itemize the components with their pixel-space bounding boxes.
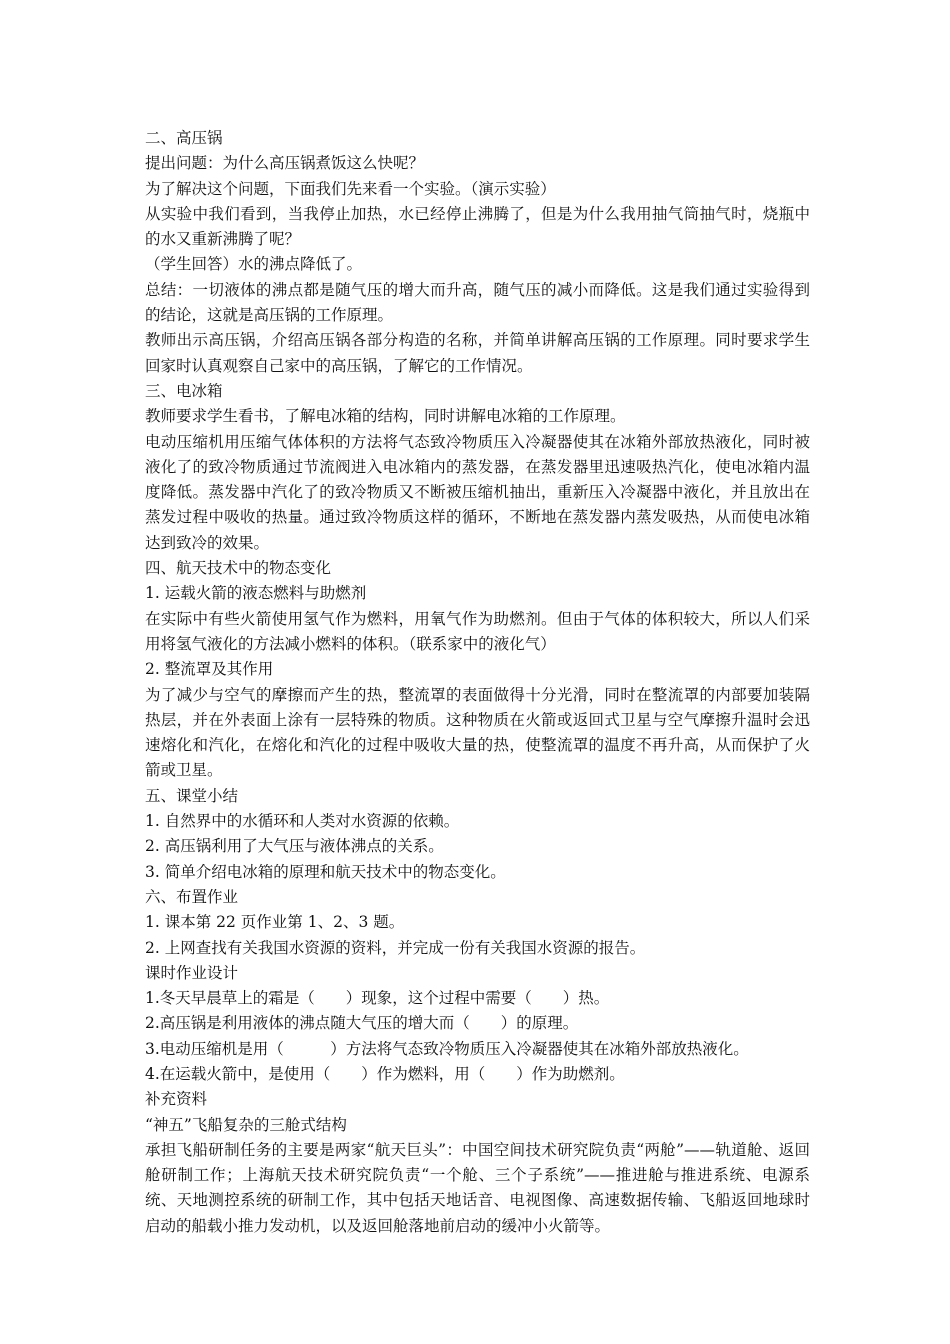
exercise-item: 3.电动压缩机是用（ ）方法将气态致冷物质压入冷凝器使其在冰箱外部放热液化。 — [145, 1039, 749, 1058]
paragraph-summary: 总结：一切液体的沸点都是随气压的增大而升高，随气压的减小而降低。这是我们通过实验得到的结论，这就是高压锅的工作原理。 — [145, 280, 810, 325]
list-item: 3. 简单介绍电冰箱的原理和航天技术中的物态变化。 — [145, 862, 506, 881]
exercise-item: 2.高压锅是利用液体的沸点随大气压的增大而（ ）的原理。 — [145, 1014, 579, 1033]
paragraph-shenwu: 承担飞船研制任务的主要是两家“航天巨头”：中国空间技术研究院负责“两舱”——轨道舱、返回舱研制工作；上海航天技术研究院负责“一个舱、三个子系统”——推进舱与推进系统、电源系统、天地测控系统的研制工作，其中包括天地话音、电视图像、高速数据传输、飞船返回地球时启动的船载小推力发动机，以及返回舱落地前启动的缓冲小火箭等。 — [145, 1140, 810, 1235]
heading-exercise-design: 课时作业设计 — [145, 963, 239, 982]
heading-homework: 六、布置作业 — [145, 887, 239, 906]
list-item: 2. 高压锅利用了大气压与液体沸点的关系。 — [145, 837, 444, 856]
subheading-fairing: 2. 整流罩及其作用 — [145, 660, 274, 679]
paragraph-refrigerator-intro: 教师要求学生看书，了解电冰箱的结构，同时讲解电冰箱的工作原理。 — [145, 407, 626, 426]
heading-supplementary: 补充资料 — [145, 1090, 208, 1109]
paragraph-teacher-demo: 教师出示高压锅，介绍高压锅各部分构造的名称，并简单讲解高压锅的工作原理。同时要求学生回家时认真观察自己家中的高压锅，了解它的工作情况。 — [145, 331, 810, 375]
paragraph-rocket-fuel: 在实际中有些火箭使用氢气作为燃料，用氧气作为助燃剂。但由于气体的体积较大，所以人们采用将氢气液化的方法减小燃料的体积。（联系家中的液化气） — [145, 609, 810, 653]
list-item: 1. 课本第 22 页作业第 1、2、3 题。 — [145, 913, 405, 932]
document-page — [145, 126, 810, 1239]
subheading-shenwu: “神五”飞船复杂的三舱式结构 — [145, 1115, 347, 1134]
exercise-item: 4.在运载火箭中，是使用（ ）作为燃料，用（ ）作为助燃剂。 — [145, 1064, 625, 1083]
paragraph-experiment-intro: 为了解决这个问题，下面我们先来看一个实验。（演示实验） — [145, 179, 556, 198]
paragraph-fairing: 为了减少与空气的摩擦而产生的热，整流罩的表面做得十分光滑，同时在整流罩的内部要加装隔热层，并在外表面上涂有一层特殊的物质。这种物质在火箭或返回式卫星与空气摩擦升温时会迅速熔化和汽化，在熔化和汽化的过程中吸收大量的热，使整流罩的温度不再升高，从而保护了火箭或卫星。 — [145, 685, 810, 780]
heading-class-summary: 五、课堂小结 — [145, 786, 239, 805]
heading-refrigerator: 三、电冰箱 — [145, 381, 223, 400]
heading-pressure-cooker: 二、高压锅 — [145, 129, 223, 147]
subheading-rocket-fuel: 1. 运载火箭的液态燃料与助燃剂 — [145, 584, 367, 603]
paragraph-experiment-observation: 从实验中我们看到，当我停止加热，水已经停止沸腾了，但是为什么我用抽气筒抽气时，烧瓶中的水又重新沸腾了呢？ — [145, 204, 810, 249]
paragraph-question: 提出问题：为什么高压锅煮饭这么快呢？ — [145, 154, 425, 173]
heading-aerospace: 四、航天技术中的物态变化 — [145, 559, 332, 578]
exercise-item: 1.冬天早晨草上的霜是（ ）现象，这个过程中需要（ ）热。 — [145, 989, 610, 1008]
paragraph-refrigerator-principle: 电动压缩机用压缩气体体积的方法将气态致冷物质压入冷凝器使其在冰箱外部放热液化，同时被液化了的致冷物质通过节流阀进入电冰箱内的蒸发器，在蒸发器里迅速吸热汽化，使电冰箱内温度降低。蒸发器中汽化了的致冷物质又不断被压缩机抽出，重新压入冷凝器中液化，并且放出在蒸发过程中吸收的热量。通过致冷物质这样的循环，不断地在蒸发器内蒸发吸热，从而使电冰箱达到致冷的效果。 — [145, 432, 810, 552]
list-item: 1. 自然界中的水循环和人类对水资源的依赖。 — [145, 812, 460, 831]
paragraph-student-answer: （学生回答）水的沸点降低了。 — [145, 255, 363, 274]
list-item: 2. 上网查找有关我国水资源的资料，并完成一份有关我国水资源的报告。 — [145, 938, 646, 957]
